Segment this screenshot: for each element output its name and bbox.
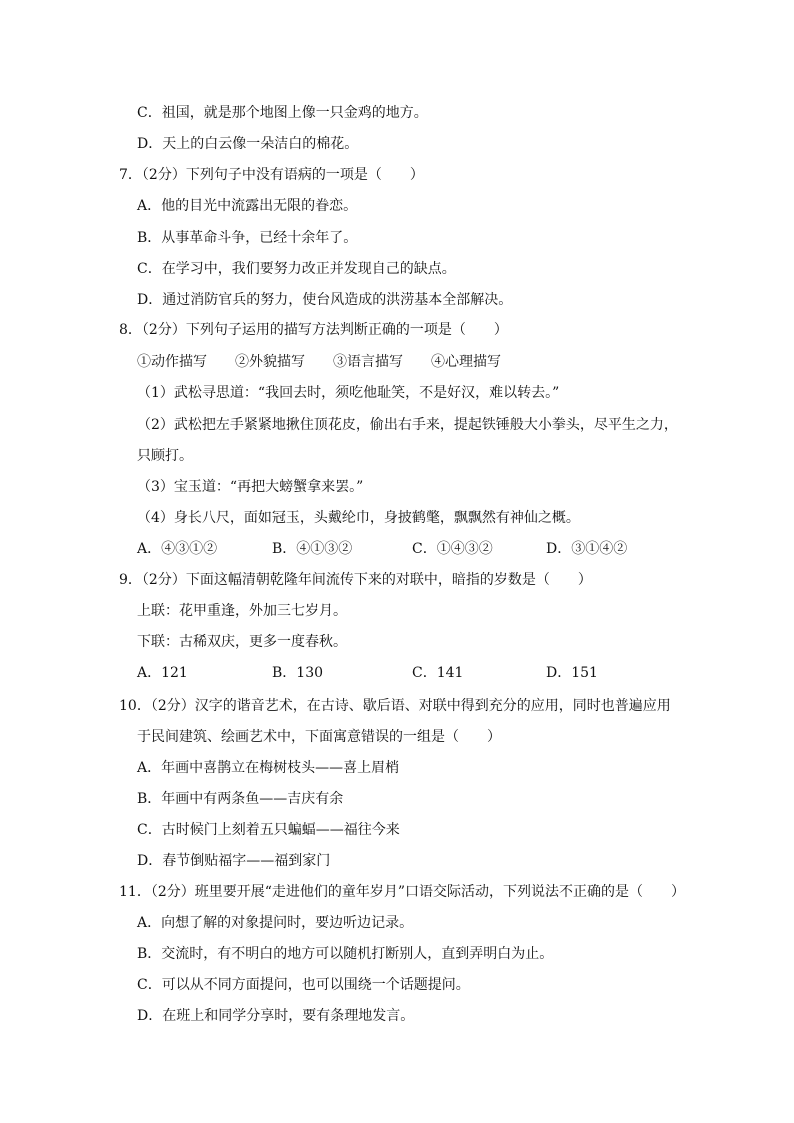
q11-option-d: D．在班上和同学分享时，要有条理地发言。: [137, 1008, 415, 1024]
q9-option-a: A．121: [137, 665, 188, 681]
q8-option-a: A．④③①②: [137, 541, 218, 557]
q8-sentence-4: （4）身长八尺，面如冠玉，头戴纶巾，身披鹤氅，飘飘然有神仙之概。: [137, 510, 580, 526]
q9-upper-couplet: 上联：花甲重逢，外加三七岁月。: [137, 603, 347, 619]
q7-option-b: B．从事革命斗争，已经十余年了。: [137, 230, 358, 246]
q8-methods-list: ①动作描写 ②外貌描写 ③语言描写 ④心理描写: [137, 354, 501, 370]
q11-option-b: B．交流时，有不明白的地方可以随机打断别人，直到弄明白为止。: [137, 946, 554, 962]
q7-option-c: C．在学习中，我们要努力改正并发现自己的缺点。: [137, 261, 456, 277]
q6-option-d: D．天上的白云像一朵洁白的棉花。: [137, 136, 359, 152]
q9-options-row: [137, 663, 697, 683]
q8-sentence-2-cont: 只顾打。: [137, 448, 193, 464]
q8-sentence-3: （3）宝玉道：“再把大螃蟹拿来罢。”: [137, 479, 364, 495]
q8-sentence-2: （2）武松把左手紧紧地揪住顶花皮，偷出右手来，提起铁锤般大小拳头，尽平生之力，: [137, 417, 678, 433]
q9-option-d: D．151: [546, 665, 598, 681]
question-7-stem: 7．（2分）下列句子中没有语病的一项是（ ）: [119, 167, 424, 183]
q9-lower-couplet: 下联：古稀双庆，更多一度春秋。: [137, 634, 347, 650]
q10-option-a: A．年画中喜鹊立在梅树枝头——喜上眉梢: [137, 760, 400, 776]
q10-option-c: C．古时候门上刻着五只蝙蝠——福往今来: [137, 822, 400, 838]
q8-option-c: C．①④③②: [412, 541, 493, 557]
q9-option-b: B．130: [272, 665, 324, 681]
q11-option-c: C．可以从不同方面提问，也可以围绕一个话题提问。: [137, 977, 470, 993]
q8-option-b: B．④①③②: [272, 541, 353, 557]
q7-option-a: A．他的目光中流露出无限的眷恋。: [137, 198, 358, 214]
q10-option-b: B．年画中有两条鱼——吉庆有余: [137, 791, 344, 807]
q11-option-a: A．向想了解的对象提问时，要边听边记录。: [137, 915, 414, 931]
question-11-stem: 11．（2分）班里要开展“走进他们的童年岁月”口语交际活动，下列说法不正确的是（ ）: [119, 884, 686, 900]
q8-sentence-1: （1）武松寻思道：“我回去时，须吃他耻笑，不是好汉，难以转去。”: [137, 385, 560, 401]
q7-option-d: D．通过消防官兵的努力，使台风造成的洪涝基本全部解决。: [137, 292, 513, 308]
q8-option-d: D．③①④②: [546, 541, 628, 557]
question-9-stem: 9．（2分）下面这幅清朝乾隆年间流传下来的对联中，暗指的岁数是（ ）: [119, 572, 592, 588]
q6-option-c: C．祖国，就是那个地图上像一只金鸡的地方。: [137, 105, 428, 121]
question-10-stem: 10．（2分）汉字的谐音艺术，在古诗、歇后语、对联中得到充分的应用，同时也普遍应用: [119, 698, 671, 714]
q8-options-row: [137, 539, 697, 559]
question-8-stem: 8．（2分）下列句子运用的描写方法判断正确的一项是（ ）: [119, 322, 508, 338]
q10-option-d: D．春节倒贴福字——福到家门: [137, 853, 331, 869]
q9-option-c: C．141: [412, 665, 464, 681]
question-10-stem-cont: 于民间建筑、绘画艺术中，下面寓意错误的一组是（ ）: [137, 729, 501, 745]
